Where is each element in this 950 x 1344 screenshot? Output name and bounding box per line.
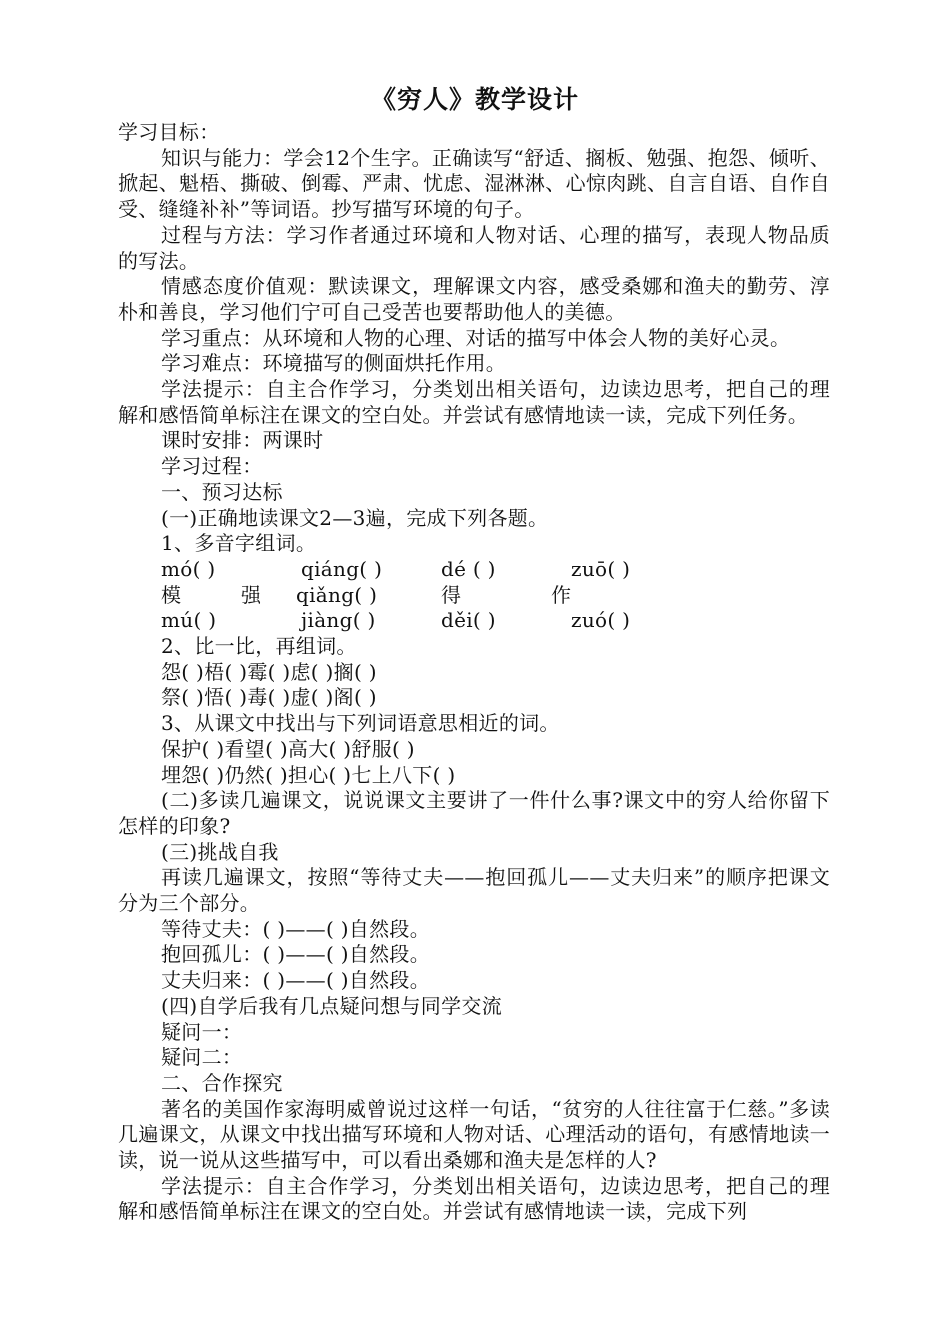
- paragraph: 3、从课文中找出与下列词语意思相近的词。: [161, 711, 560, 736]
- paragraph: 埋怨( )仍然( )担心( )七上八下( ): [161, 762, 456, 787]
- paragraph: 疑问一：: [161, 1019, 243, 1044]
- character-item: 得: [441, 582, 462, 607]
- polyphone-row-3: [161, 608, 830, 634]
- paragraph: 学法提示：自主合作学习，分类划出相关语句，边读边思考，把自己的理解和感悟简单标注在课文的空白处。并尝试有感情地读一读，完成下列: [118, 1173, 830, 1224]
- paragraph: 丈夫归来：( )——( )自然段。: [161, 968, 431, 993]
- paragraph: 保护( )看望( )高大( )舒服( ): [161, 736, 415, 761]
- section-exercises: [118, 634, 830, 1225]
- paragraph: 疑问二：: [161, 1045, 243, 1070]
- paragraph: 祭( )悟( )毒( )虚( )阁( ): [161, 685, 377, 710]
- paragraph: 再读几遍课文，按照“等待丈夫——抱回孤儿——丈夫归来”的顺序把课文分为三个部分。: [118, 865, 830, 916]
- paragraph: 二、合作探究: [161, 1070, 283, 1095]
- pinyin-item: zuō( ): [571, 556, 631, 581]
- paragraph: (三)挑战自我: [161, 839, 279, 864]
- polyphone-row-1: [161, 557, 830, 583]
- section-objectives: [118, 120, 830, 557]
- character-item: 强: [241, 582, 262, 607]
- paragraph: 著名的美国作家海明威曾说过这样一句话，“贫穷的人往往富于仁慈。”多读几遍课文，从课文中找出描写环境和人物对话、心理活动的语句，有感情地读一读，说一说从这些描写中，可以看出桑娜和渔夫是怎样的人?: [118, 1096, 830, 1173]
- paragraph: (四)自学后我有几点疑问想与同学交流: [161, 993, 503, 1018]
- paragraph: 等待丈夫：( )——( )自然段。: [161, 916, 431, 941]
- paragraph: 2、比一比，再组词。: [161, 634, 357, 659]
- pinyin-item: jiàng( ): [301, 608, 376, 633]
- paragraph: 抱回孤儿：( )——( )自然段。: [161, 942, 431, 967]
- pinyin-item: mó( ): [161, 556, 216, 581]
- paragraph: 学法提示：自主合作学习，分类划出相关语句，边读边思考，把自己的理解和感悟简单标注在课文的空白处。并尝试有感情地读一读，完成下列任务。: [118, 377, 830, 427]
- polyphone-exercise: [118, 557, 830, 634]
- polyphone-row-2: [161, 583, 830, 609]
- pinyin-item: dé ( ): [441, 556, 496, 581]
- paragraph: (一)正确地读课文2—3遍，完成下列各题。: [161, 505, 549, 530]
- paragraph: 知识与能力：学会12个生字。正确读写“舒适、搁板、勉强、抱怨、倾听、掀起、魁梧、撕破、倒霉、严肃、忧虑、湿淋淋、心惊肉跳、自言自语、自作自受、缝缝补补”等词语。抄写描写环境的句子。: [118, 145, 830, 222]
- paragraph: 1、多音字组词。: [161, 531, 317, 556]
- paragraph: 学习重点：从环境和人物的心理、对话的描写中体会人物的美好心灵。: [161, 325, 791, 350]
- character-item: 模: [161, 582, 182, 607]
- paragraph: 学习难点：环境描写的侧面烘托作用。: [161, 351, 507, 376]
- paragraph: 学习过程：: [161, 454, 263, 479]
- pinyin-item: qiǎng( ): [296, 582, 378, 607]
- paragraph: 过程与方法：学习作者通过环境和人物对话、心理的描写，表现人物品质的写法。: [118, 222, 830, 273]
- character-item: 作: [551, 582, 572, 607]
- paragraph: 学习目标：: [118, 120, 220, 144]
- pinyin-item: zuó( ): [571, 608, 631, 633]
- paragraph: 情感态度价值观：默读课文，理解课文内容，感受桑娜和渔夫的勤劳、淳朴和善良，学习他们宁可自己受苦也要帮助他人的美德。: [118, 274, 830, 324]
- paragraph: 怨( )梧( )霉( )虑( )搁( ): [161, 659, 377, 684]
- paragraph: 课时安排：两课时: [161, 428, 324, 453]
- pinyin-item: mú( ): [161, 608, 217, 633]
- document-title: 《穷人》教学设计: [370, 85, 579, 114]
- document-body: [118, 120, 830, 1225]
- paragraph: 一、预习达标: [161, 479, 283, 504]
- pinyin-item: děi( ): [441, 608, 496, 633]
- pinyin-item: qiáng( ): [301, 556, 383, 581]
- paragraph: (二)多读几遍课文，说说课文主要讲了一件什么事?课文中的穷人给你留下怎样的印象?: [118, 788, 830, 838]
